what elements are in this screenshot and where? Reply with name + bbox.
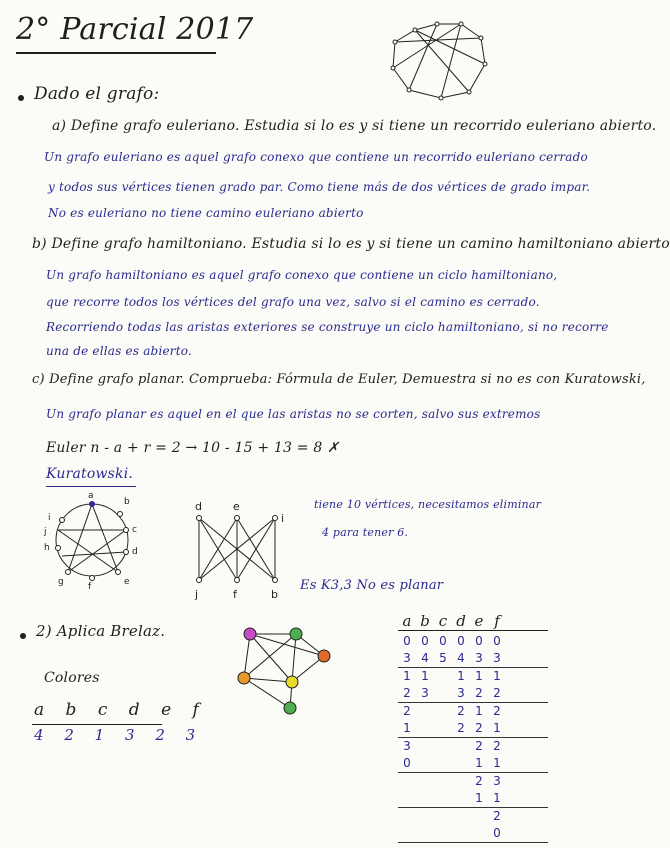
color-value: 2 [64,726,82,744]
brelaz-cell: 0 [403,756,411,770]
brelaz-cell [416,703,434,720]
node-f [284,702,296,714]
brelaz-row [398,650,548,668]
brelaz-cell [470,825,488,842]
brelaz-cell: 1 [475,704,483,718]
brelaz-cell [434,773,452,790]
answer-b-4: una de ellas es abierto. [46,344,192,358]
node-label: j [195,588,199,601]
brelaz-cell [416,773,434,790]
color-value: 3 [124,726,143,744]
brelaz-cell: 0 [493,826,501,840]
brelaz-cell: 2 [457,721,465,735]
brelaz-cell: 5 [439,651,447,665]
brelaz-cell: 2 [475,686,483,700]
node-a [244,628,256,640]
brelaz-cell [416,738,434,755]
brelaz-cell: 2 [403,686,411,700]
brelaz-cell: 0 [421,634,429,648]
question-b: b) Define grafo hamiltoniano. Estudia si lo es y si tiene un camino hamiltoniano abierto [32,236,670,252]
color-value: 1 [94,726,113,744]
brelaz-header-cell: f [494,612,500,630]
brelaz-cell: 3 [493,774,501,788]
node-label: i [48,513,51,523]
answer-b-3: Recorriendo todas las aristas exteriores se construye un ciclo hamiltoniano, si no recorre [46,320,609,334]
brelaz-row [398,808,548,825]
bullet-2 [20,633,26,639]
brelaz-cell: 2 [475,739,483,753]
node-c [318,650,330,662]
section2-lead: 2) Aplica Brelaz. [36,622,166,640]
graph-colored [232,620,342,720]
node-label: h [44,543,50,553]
brelaz-cell [434,738,452,755]
brelaz-cell [452,808,470,825]
colors-label: Colores [44,670,100,686]
graph-top-right [385,12,495,107]
brelaz-cell [434,720,452,737]
answer-c-1: Un grafo planar es aquel en el que las aristas no se corten, salvo sus extremos [46,407,541,421]
brelaz-cell: 2 [475,721,483,735]
brelaz-cell: 3 [421,686,429,700]
brelaz-row [398,668,548,685]
node-label: b [124,497,130,507]
kuratowski-underline [46,486,136,487]
brelaz-cell [452,755,470,772]
note-2: 4 para tener 6. [322,526,409,539]
color-value: 2 [155,726,173,744]
brelaz-header-cell: e [474,612,484,630]
node-label: d [132,547,138,557]
graph-left-circle [40,490,140,590]
brelaz-cell: 1 [403,669,411,683]
node-label: g [58,577,64,587]
brelaz-cell: 3 [475,651,483,665]
brelaz-cell: 1 [493,721,501,735]
brelaz-row [398,755,548,773]
brelaz-cell: 0 [493,634,501,648]
answer-b-2: que recorre todos los vértices del grafo una vez, salvo si el camino es cerrado. [46,295,540,309]
brelaz-cell [434,825,452,842]
brelaz-cell: 0 [439,634,447,648]
node-label: f [88,582,92,592]
brelaz-cell: 1 [475,756,483,770]
color-header: d [128,700,148,720]
brelaz-row [398,738,548,755]
brelaz-cell [470,808,488,825]
brelaz-cell [398,773,416,790]
brelaz-cell [434,685,452,702]
brelaz-cell [452,825,470,842]
brelaz-cell: 1 [493,791,501,805]
node-label: e [124,577,130,587]
brelaz-cell [434,755,452,772]
brelaz-cell [416,790,434,807]
brelaz-cell [398,790,416,807]
color-values-row [34,726,203,744]
color-header-row [34,700,207,720]
brelaz-cell: 1 [475,669,483,683]
brelaz-cell [416,808,434,825]
page-title: 2° Parcial 2017 [16,12,254,47]
graph-k33 [185,500,295,600]
node-d [238,672,250,684]
brelaz-cell: 1 [475,791,483,805]
brelaz-row [398,633,548,650]
brelaz-cell [416,825,434,842]
brelaz-header-cell: a [402,612,412,630]
answer-a-2: y todos sus vértices tienen grado par. Como tiene más de dos vértices de grado impar. [48,180,591,194]
brelaz-cell: 1 [493,669,501,683]
node-e [286,676,298,688]
brelaz-cell: 4 [457,651,465,665]
color-header: b [65,700,85,720]
node-label: c [132,525,137,535]
bullet-1 [18,95,24,101]
node-label: e [233,500,240,513]
brelaz-cell [416,720,434,737]
brelaz-cell: 0 [403,634,411,648]
brelaz-cell: 2 [493,704,501,718]
brelaz-row [398,703,548,720]
node-label: b [271,588,278,601]
brelaz-cell: 1 [493,756,501,770]
node-label: f [233,588,237,601]
brelaz-cell [416,755,434,772]
brelaz-cell: 2 [493,739,501,753]
brelaz-header-cell: d [456,612,466,630]
brelaz-cell: 2 [493,809,501,823]
color-value: 3 [185,726,204,744]
brelaz-cell [452,773,470,790]
brelaz-row [398,685,548,703]
answer-b-1: Un grafo hamiltoniano es aquel grafo conexo que contiene un ciclo hamiltoniano, [46,268,558,282]
color-header: a [34,700,53,720]
conclusion: Es K3,3 No es planar [300,578,444,593]
brelaz-cell [434,703,452,720]
brelaz-cell [452,738,470,755]
euler-line: Euler n - a + r = 2 → 10 - 15 + 13 = 8 ✗ [46,440,340,456]
color-header: c [97,700,116,720]
brelaz-cell: 3 [457,686,465,700]
node-label: d [195,500,202,513]
brelaz-row [398,720,548,738]
brelaz-cell [434,668,452,685]
note-1: tiene 10 vértices, necesitamos eliminar [314,498,542,511]
brelaz-row [398,790,548,808]
brelaz-header-cell: b [420,612,430,630]
brelaz-cell: 2 [403,704,411,718]
brelaz-row [398,825,548,843]
brelaz-cell: 0 [475,634,483,648]
brelaz-cell: 1 [421,669,429,683]
brelaz-cell: 4 [421,651,429,665]
node-label: j [44,527,47,537]
brelaz-cell: 2 [493,686,501,700]
colors-underline [32,724,162,725]
answer-a-3: No es euleriano no tiene camino euleriano abierto [48,206,364,220]
color-header: f [192,700,207,720]
node-label: i [281,512,285,525]
brelaz-cell [434,790,452,807]
title-underline [16,52,216,54]
brelaz-cell: 1 [457,669,465,683]
brelaz-cell: 3 [403,739,411,753]
brelaz-cell [398,825,416,842]
question-c: c) Define grafo planar. Comprueba: Fórmula de Euler, Demuestra si no es con Kuratowski, [32,372,646,387]
answer-a-1: Un grafo euleriano es aquel grafo conexo que contiene un recorrido euleriano cerrado [44,150,588,164]
node-label: a [88,491,94,501]
section1-lead: Dado el grafo: [34,84,160,104]
color-value: 4 [34,726,52,744]
brelaz-cell: 2 [457,704,465,718]
brelaz-table [398,612,548,843]
kuratowski-label: Kuratowski. [46,466,134,482]
brelaz-row [398,773,548,790]
brelaz-cell [452,790,470,807]
brelaz-header-cell: c [438,612,448,630]
question-a: a) Define grafo euleriano. Estudia si lo es y si tiene un recorrido euleriano abierto. [52,118,657,134]
brelaz-cell: 3 [493,651,501,665]
color-header: e [161,700,180,720]
brelaz-cell: 3 [403,651,411,665]
brelaz-cell: 0 [457,634,465,648]
brelaz-header-row [398,612,548,631]
brelaz-cell: 1 [403,721,411,735]
node-b [290,628,302,640]
brelaz-cell [434,808,452,825]
brelaz-cell [398,808,416,825]
brelaz-cell: 2 [475,774,483,788]
